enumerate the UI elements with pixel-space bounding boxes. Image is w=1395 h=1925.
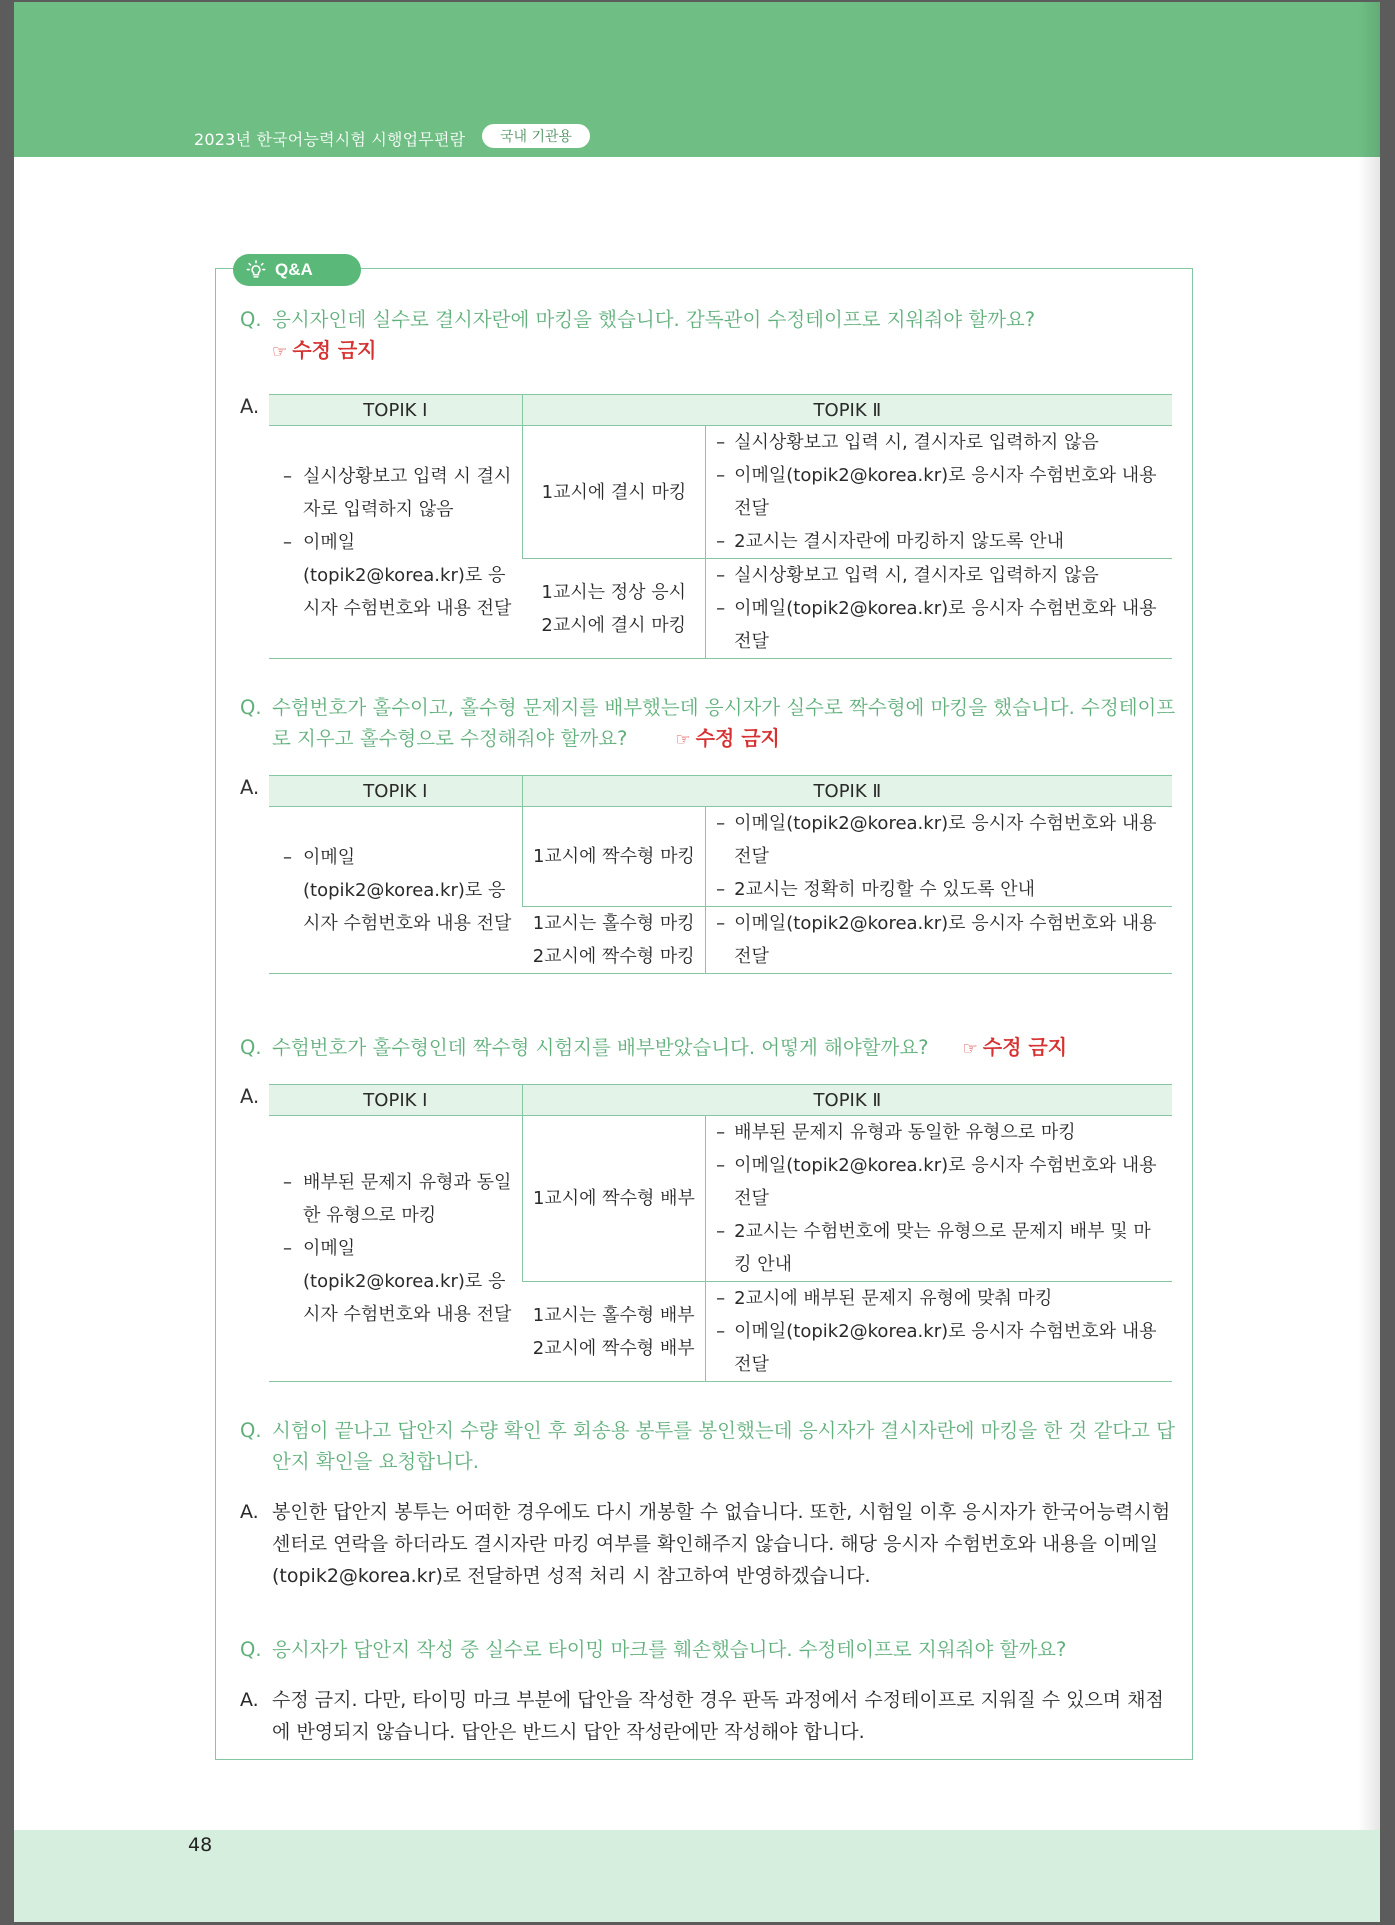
case-label (522, 559, 705, 659)
list-item: – 2교시는 수험번호에 맞는 유형으로 문제지 배부 및 마킹 안내 (706, 1215, 1164, 1281)
question-3 (240, 1032, 1180, 1065)
topik2-cell (706, 559, 1172, 659)
list-item: – 실시상황보고 입력 시, 결시자로 입력하지 않음 (706, 426, 1164, 459)
list-item: – 이메일(topik2@korea.kr)로 응시자 수험번호와 내용 전달 (273, 526, 516, 625)
answer-1-mark: A. (240, 395, 260, 418)
q-mark: Q. (240, 308, 262, 331)
answer-table-3 (269, 1084, 1172, 1382)
list-item: – 이메일(topik2@korea.kr)로 응시자 수험번호와 내용 전달 (706, 807, 1164, 873)
q-mark: Q. (240, 696, 262, 719)
list-item: – 이메일(topik2@korea.kr)로 응시자 수험번호와 내용 전달 (706, 1149, 1164, 1215)
list-item: – 배부된 문제지 유형과 동일한 유형으로 마킹 (273, 1166, 516, 1232)
case-label (522, 907, 705, 974)
footer-band (14, 1830, 1380, 1922)
case-label: 1교시에 짝수형 마킹 (522, 807, 705, 907)
topik2-cell (706, 1282, 1172, 1382)
question-2-text: 수험번호가 홀수이고, 홀수형 문제지를 배부했는데 응시자가 실수로 짝수형에 마킹을 했습니다. 수정테이프로 지우고 홀수형으로 수정해줘야 할까요? (272, 696, 1176, 750)
question-1-text: 응시자인데 실수로 결시자란에 마킹을 했습니다. 감독관이 수정테이프로 지워줘야 할까요? (272, 308, 1036, 331)
question-5 (240, 1634, 1180, 1665)
header-topik1: TOPIK Ⅰ (269, 776, 522, 807)
answer-4-text: 봉인한 답안지 봉투는 어떠한 경우에도 다시 개봉할 수 없습니다. 또한, 시험일 이후 응시자가 한국어능력시험센터로 연락을 하더라도 결시자란 마킹 여부를 확인해주지 않습니다. 해당 응시자 수험번호와 내용을 이메일(topik2@korea.kr)로 전달하면 성적 처리 시 참고하여 반영하겠습니다. (272, 1501, 1171, 1587)
page-number: 48 (188, 1834, 213, 1856)
list-item: – 실시상황보고 입력 시, 결시자로 입력하지 않음 (706, 559, 1164, 592)
question-2 (240, 692, 1180, 756)
question-2-body (240, 692, 1180, 756)
header-topik1: TOPIK Ⅰ (269, 395, 522, 426)
answer-2-mark: A. (240, 776, 260, 799)
topik1-cell (269, 1116, 522, 1382)
verdict-3 (963, 1035, 1068, 1059)
list-item: – 2교시는 결시자란에 마킹하지 않도록 안내 (706, 525, 1164, 558)
q-mark: Q. (240, 1036, 262, 1059)
case-label: 1교시에 결시 마킹 (522, 426, 705, 559)
a-mark: A. (240, 1689, 259, 1711)
answer-5-text: 수정 금지. 다만, 타이밍 마크 부분에 답안을 작성한 경우 판독 과정에서 수정테이프로 지워질 수 있으며 채점에 반영되지 않습니다. 답안은 반드시 답안 작성란에만 작성해야 합니다. (272, 1689, 1164, 1743)
case-label-line: 1교시는 홀수형 마킹 (532, 913, 695, 934)
page-edge-shadow (1358, 2, 1380, 1922)
pointing-hand-icon: ☞ (272, 342, 288, 362)
question-4-text: 시험이 끝나고 답안지 수량 확인 후 회송용 봉투를 봉인했는데 응시자가 결시자란에 마킹을 한 것 같다고 답안지 확인을 요청합니다. (272, 1419, 1175, 1473)
answer-table-1 (269, 394, 1172, 659)
list-item: – 2교시는 정확히 마킹할 수 있도록 안내 (706, 873, 1164, 906)
header-topik2: TOPIK Ⅱ (522, 1085, 1172, 1116)
verdict-2-text: 수정 금지 (695, 726, 780, 750)
pointing-hand-icon: ☞ (962, 1039, 978, 1059)
answer-4 (240, 1496, 1180, 1592)
topik2-cell (706, 1116, 1172, 1282)
case-label-line: 1교시는 홀수형 배부 (532, 1304, 695, 1326)
verdict-2 (675, 726, 780, 750)
case-label: 1교시에 짝수형 배부 (522, 1116, 705, 1282)
topik1-cell (269, 426, 522, 659)
list-item: – 이메일(topik2@korea.kr)로 응시자 수험번호와 내용 전달 (273, 1232, 516, 1331)
question-4 (240, 1415, 1180, 1477)
question-3-text: 수험번호가 홀수형인데 짝수형 시험지를 배부받았습니다. 어떻게 해야할까요? (272, 1036, 929, 1059)
verdict-3-text: 수정 금지 (982, 1035, 1068, 1059)
q-mark: Q. (240, 1638, 262, 1661)
pointing-hand-icon: ☞ (675, 730, 691, 750)
header-title: 2023년 한국어능력시험 시행업무편람 (194, 130, 466, 149)
qa-tag-label: Q&A (275, 260, 313, 279)
list-item: – 이메일(topik2@korea.kr)로 응시자 수험번호와 내용 전달 (706, 907, 1164, 973)
header-badge: 국내 기관용 (482, 124, 590, 148)
case-label-line: 2교시에 짝수형 배부 (532, 1337, 695, 1359)
list-item: – 이메일(topik2@korea.kr)로 응시자 수험번호와 내용 전달 (706, 592, 1164, 658)
answer-table-2 (269, 775, 1172, 974)
lightbulb-icon (245, 259, 267, 281)
a-mark: A. (240, 1501, 259, 1523)
list-item: – 이메일(topik2@korea.kr)로 응시자 수험번호와 내용 전달 (706, 1315, 1164, 1381)
list-item: – 배부된 문제지 유형과 동일한 유형으로 마킹 (706, 1116, 1164, 1149)
case-label-line: 1교시는 정상 응시 (541, 581, 686, 603)
topik1-cell (269, 807, 522, 974)
case-label (522, 1282, 705, 1382)
qa-tag (233, 254, 361, 286)
answer-5 (240, 1684, 1180, 1748)
header-topik2: TOPIK Ⅱ (522, 776, 1172, 807)
case-label-line: 2교시에 결시 마킹 (541, 614, 686, 636)
list-item: – 실시상황보고 입력 시 결시자로 입력하지 않음 (273, 460, 516, 526)
question-1 (240, 304, 1180, 368)
question-3-body (240, 1032, 1180, 1065)
topik2-cell (706, 807, 1172, 907)
question-5-text: 응시자가 답안지 작성 중 실수로 타이밍 마크를 훼손했습니다. 수정테이프로 지워줘야 할까요? (272, 1638, 1067, 1661)
list-item: – 이메일(topik2@korea.kr)로 응시자 수험번호와 내용 전달 (706, 459, 1164, 525)
list-item: – 이메일(topik2@korea.kr)로 응시자 수험번호와 내용 전달 (273, 841, 516, 940)
case-label-line: 2교시에 짝수형 마킹 (532, 946, 695, 967)
topik2-cell (706, 907, 1172, 974)
header-topik2: TOPIK Ⅱ (522, 395, 1172, 426)
answer-3-mark: A. (240, 1085, 260, 1108)
topik2-cell (706, 426, 1172, 559)
verdict-1-text: 수정 금지 (292, 338, 377, 362)
q-mark: Q. (240, 1419, 262, 1442)
header-topik1: TOPIK Ⅰ (269, 1085, 522, 1116)
list-item: – 2교시에 배부된 문제지 유형에 맞춰 마킹 (706, 1282, 1164, 1315)
verdict-1 (240, 335, 1180, 368)
